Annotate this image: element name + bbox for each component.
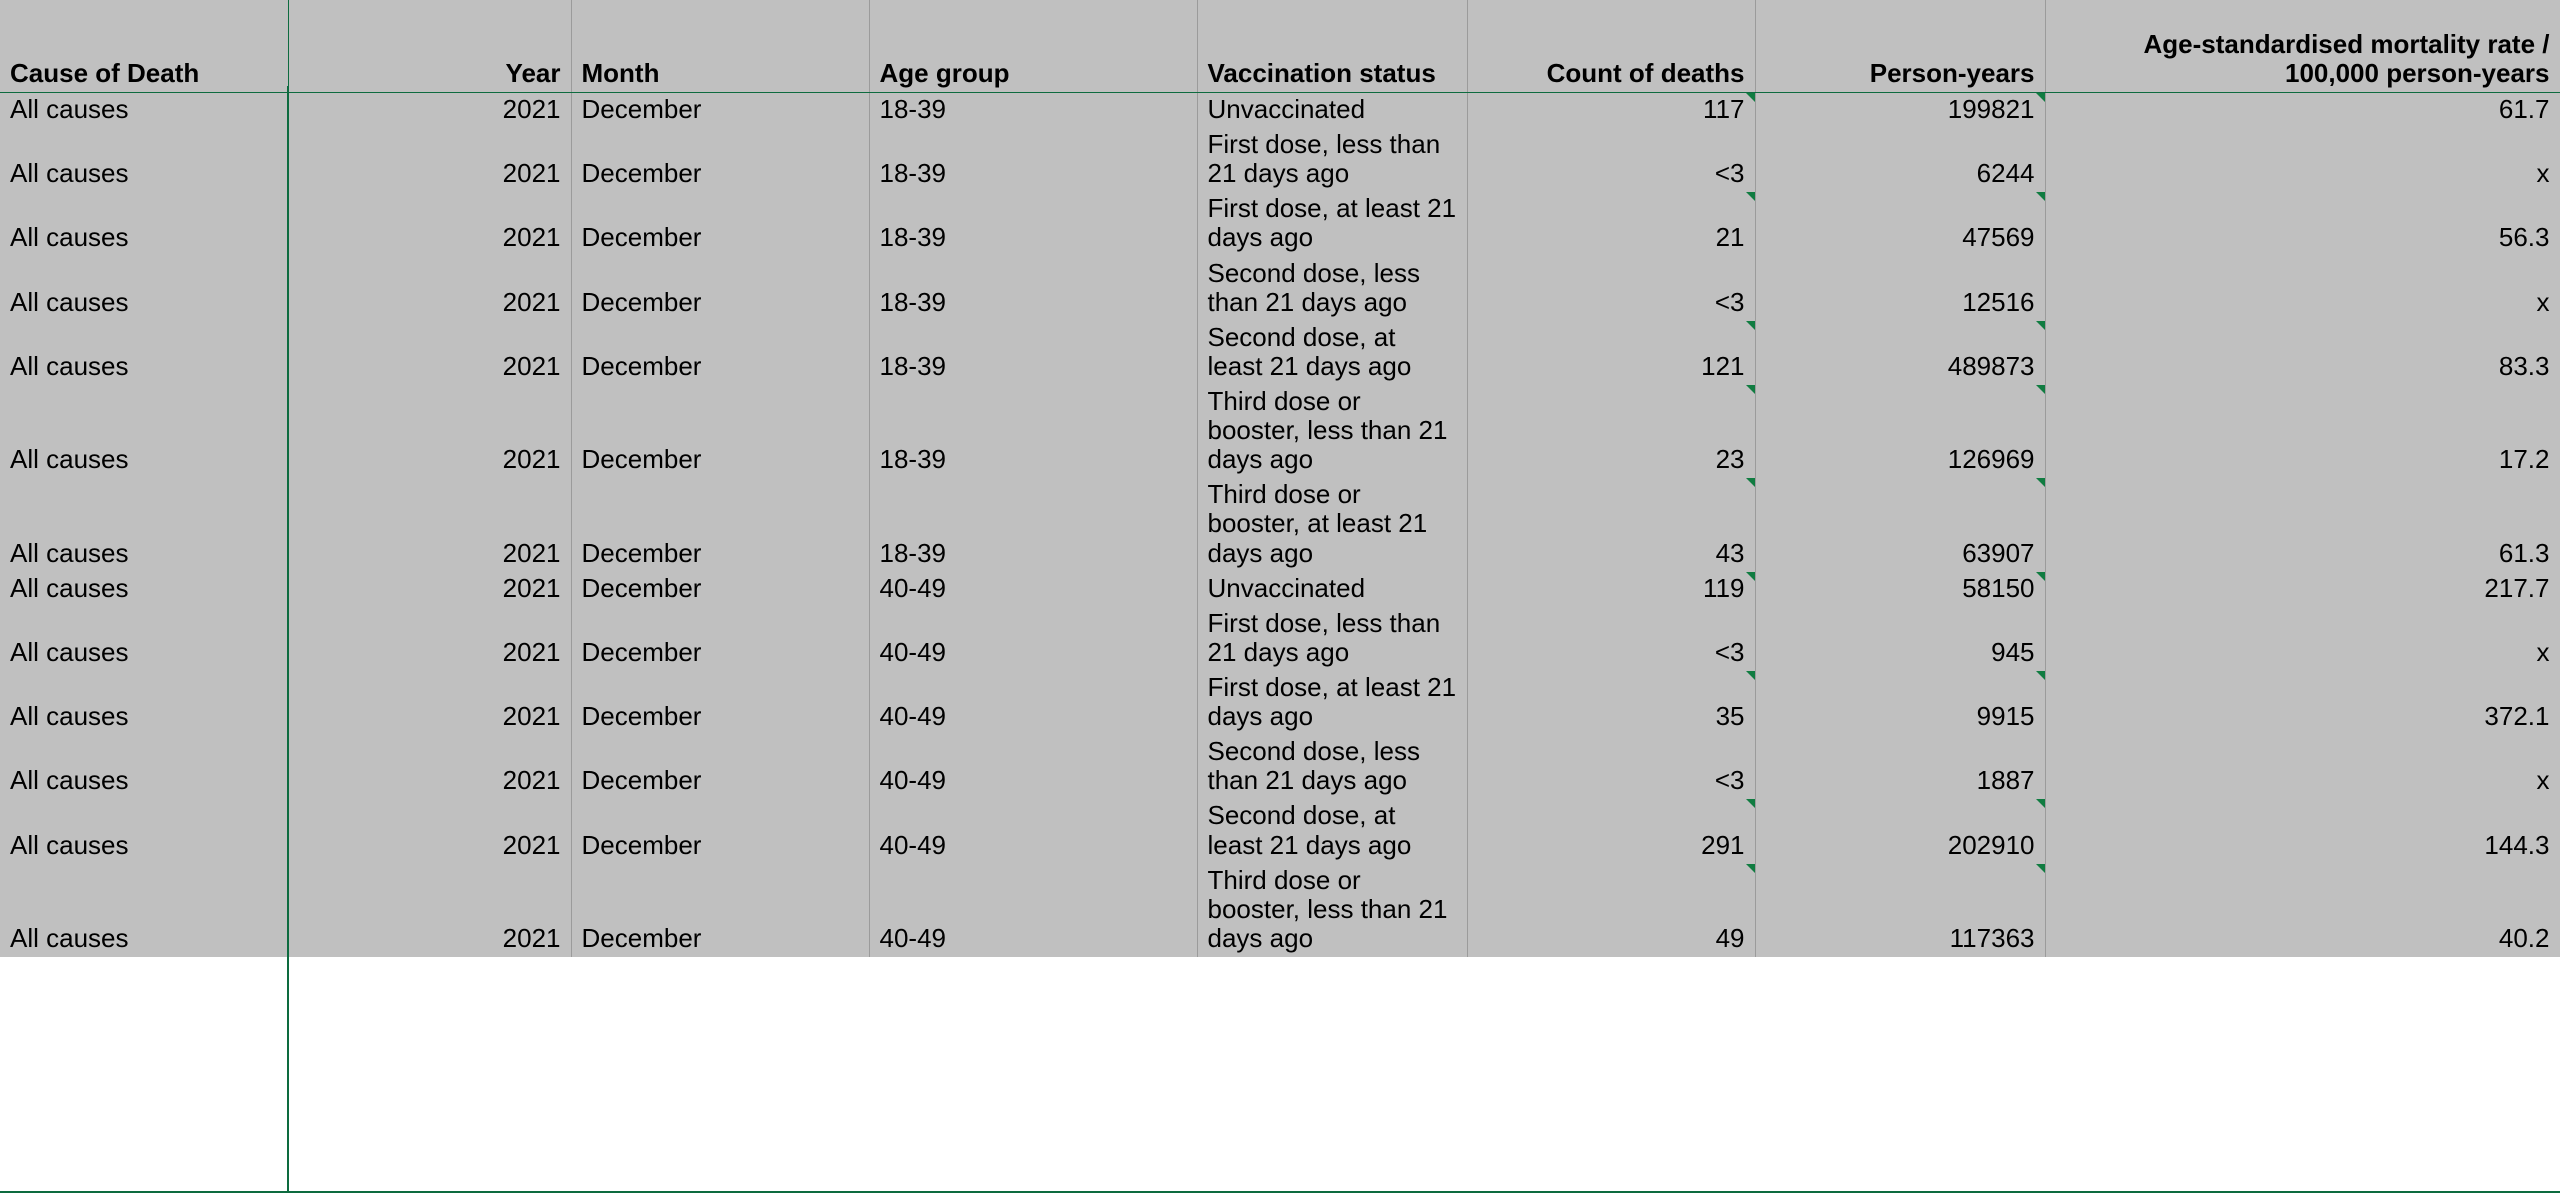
- cell-person-years[interactable]: 202910: [1755, 799, 2045, 863]
- cell-vaccination-status[interactable]: First dose, less than 21 days ago: [1197, 128, 1467, 192]
- cell-vaccination-status[interactable]: Second dose, at least 21 days ago: [1197, 799, 1467, 863]
- cell-year[interactable]: 2021: [288, 128, 571, 192]
- cell-vaccination-status[interactable]: Third dose or booster, at least 21 days ago: [1197, 478, 1467, 571]
- cell-cause-of-death[interactable]: All causes: [0, 257, 288, 321]
- cell-cause-of-death[interactable]: All causes: [0, 735, 288, 799]
- column-header-person-years[interactable]: Person-years: [1755, 0, 2045, 93]
- cell-month[interactable]: December: [571, 192, 869, 256]
- cell-count-of-deaths[interactable]: 291: [1467, 799, 1755, 863]
- table-row[interactable]: [0, 128, 2560, 192]
- cell-asmr[interactable]: x: [2045, 607, 2560, 671]
- cell-age-group[interactable]: 40-49: [869, 607, 1197, 671]
- cell-vaccination-status[interactable]: Third dose or booster, less than 21 days ago: [1197, 385, 1467, 478]
- cell-month[interactable]: December: [571, 864, 869, 957]
- cell-person-years[interactable]: 1887: [1755, 735, 2045, 799]
- table-body: [0, 93, 2560, 957]
- cell-month[interactable]: December: [571, 478, 869, 571]
- cell-count-of-deaths[interactable]: <3: [1467, 128, 1755, 192]
- column-header-vaccination-status[interactable]: Vaccination status: [1197, 0, 1467, 93]
- cell-month[interactable]: December: [571, 128, 869, 192]
- column-header-age-group[interactable]: Age group: [869, 0, 1197, 93]
- cell-count-of-deaths[interactable]: 117: [1467, 93, 1755, 129]
- table-row[interactable]: [0, 93, 2560, 129]
- cell-year[interactable]: 2021: [288, 735, 571, 799]
- cell-year[interactable]: 2021: [288, 799, 571, 863]
- cell-asmr[interactable]: 217.7: [2045, 572, 2560, 607]
- cell-vaccination-status[interactable]: First dose, at least 21 days ago: [1197, 192, 1467, 256]
- cell-asmr[interactable]: 61.7: [2045, 93, 2560, 129]
- cell-vaccination-status[interactable]: Unvaccinated: [1197, 93, 1467, 129]
- cell-asmr[interactable]: 40.2: [2045, 864, 2560, 957]
- cell-year[interactable]: 2021: [288, 478, 571, 571]
- cell-person-years[interactable]: 9915: [1755, 671, 2045, 735]
- cell-year[interactable]: 2021: [288, 321, 571, 385]
- cell-month[interactable]: December: [571, 321, 869, 385]
- cell-vaccination-status[interactable]: Second dose, at least 21 days ago: [1197, 321, 1467, 385]
- cell-cause-of-death[interactable]: All causes: [0, 385, 288, 478]
- table-row[interactable]: [0, 192, 2560, 256]
- cell-cause-of-death[interactable]: All causes: [0, 93, 288, 129]
- cell-age-group[interactable]: 40-49: [869, 864, 1197, 957]
- cell-asmr[interactable]: 144.3: [2045, 799, 2560, 863]
- cell-age-group[interactable]: 18-39: [869, 478, 1197, 571]
- cell-count-of-deaths[interactable]: 23: [1467, 385, 1755, 478]
- cell-count-of-deaths[interactable]: 49: [1467, 864, 1755, 957]
- cell-person-years[interactable]: 63907: [1755, 478, 2045, 571]
- cell-person-years[interactable]: 117363: [1755, 864, 2045, 957]
- cell-cause-of-death[interactable]: All causes: [0, 607, 288, 671]
- cell-vaccination-status[interactable]: Second dose, less than 21 days ago: [1197, 735, 1467, 799]
- cell-month[interactable]: December: [571, 799, 869, 863]
- cell-person-years[interactable]: 489873: [1755, 321, 2045, 385]
- cell-age-group[interactable]: 40-49: [869, 572, 1197, 607]
- cell-month[interactable]: December: [571, 671, 869, 735]
- cell-year[interactable]: 2021: [288, 607, 571, 671]
- cell-vaccination-status[interactable]: First dose, less than 21 days ago: [1197, 607, 1467, 671]
- cell-age-group[interactable]: 40-49: [869, 671, 1197, 735]
- cell-vaccination-status[interactable]: Unvaccinated: [1197, 572, 1467, 607]
- column-header-month[interactable]: Month: [571, 0, 869, 93]
- table-row[interactable]: [0, 735, 2560, 799]
- column-header-cause-of-death[interactable]: Cause of Death: [0, 0, 288, 93]
- cell-asmr[interactable]: 17.2: [2045, 385, 2560, 478]
- cell-asmr[interactable]: x: [2045, 257, 2560, 321]
- cell-person-years[interactable]: 126969: [1755, 385, 2045, 478]
- table-header-row: [0, 0, 2560, 93]
- column-header-asmr[interactable]: Age-standardised mortality rate / 100,000 person-years: [2045, 0, 2560, 93]
- table-row[interactable]: [0, 478, 2560, 571]
- cell-year[interactable]: 2021: [288, 192, 571, 256]
- table-row[interactable]: [0, 572, 2560, 607]
- table-row[interactable]: [0, 257, 2560, 321]
- cell-cause-of-death[interactable]: All causes: [0, 799, 288, 863]
- table-row[interactable]: [0, 671, 2560, 735]
- cell-person-years[interactable]: 12516: [1755, 257, 2045, 321]
- table-row[interactable]: [0, 607, 2560, 671]
- cell-cause-of-death[interactable]: All causes: [0, 321, 288, 385]
- cell-month[interactable]: December: [571, 257, 869, 321]
- cell-year[interactable]: 2021: [288, 93, 571, 129]
- cell-year[interactable]: 2021: [288, 385, 571, 478]
- cell-asmr[interactable]: 372.1: [2045, 671, 2560, 735]
- cell-vaccination-status[interactable]: Third dose or booster, less than 21 days ago: [1197, 864, 1467, 957]
- cell-age-group[interactable]: 18-39: [869, 93, 1197, 129]
- cell-age-group[interactable]: 18-39: [869, 321, 1197, 385]
- cell-cause-of-death[interactable]: All causes: [0, 192, 288, 256]
- cell-person-years[interactable]: 199821: [1755, 93, 2045, 129]
- table-row[interactable]: [0, 385, 2560, 478]
- cell-vaccination-status[interactable]: Second dose, less than 21 days ago: [1197, 257, 1467, 321]
- cell-month[interactable]: December: [571, 93, 869, 129]
- column-header-count-of-deaths[interactable]: Count of deaths: [1467, 0, 1755, 93]
- table-row[interactable]: [0, 799, 2560, 863]
- cell-person-years[interactable]: 6244: [1755, 128, 2045, 192]
- cell-asmr[interactable]: 83.3: [2045, 321, 2560, 385]
- cell-age-group[interactable]: 40-49: [869, 735, 1197, 799]
- cell-asmr[interactable]: 56.3: [2045, 192, 2560, 256]
- cell-age-group[interactable]: 18-39: [869, 385, 1197, 478]
- cell-person-years[interactable]: 47569: [1755, 192, 2045, 256]
- cell-asmr[interactable]: 61.3: [2045, 478, 2560, 571]
- cell-year[interactable]: 2021: [288, 572, 571, 607]
- cell-count-of-deaths[interactable]: 43: [1467, 478, 1755, 571]
- cell-person-years[interactable]: 58150: [1755, 572, 2045, 607]
- table-row[interactable]: [0, 321, 2560, 385]
- cell-cause-of-death[interactable]: All causes: [0, 671, 288, 735]
- cell-year[interactable]: 2021: [288, 257, 571, 321]
- cell-month[interactable]: December: [571, 572, 869, 607]
- cell-cause-of-death[interactable]: All causes: [0, 572, 288, 607]
- cell-year[interactable]: 2021: [288, 864, 571, 957]
- cell-person-years[interactable]: 945: [1755, 607, 2045, 671]
- cell-count-of-deaths[interactable]: 121: [1467, 321, 1755, 385]
- cell-cause-of-death[interactable]: All causes: [0, 864, 288, 957]
- cell-asmr[interactable]: x: [2045, 128, 2560, 192]
- table-header: [0, 0, 2560, 93]
- cell-cause-of-death[interactable]: All causes: [0, 128, 288, 192]
- cell-month[interactable]: December: [571, 385, 869, 478]
- cell-count-of-deaths[interactable]: <3: [1467, 735, 1755, 799]
- cell-vaccination-status[interactable]: First dose, at least 21 days ago: [1197, 671, 1467, 735]
- cell-month[interactable]: December: [571, 735, 869, 799]
- cell-count-of-deaths[interactable]: 35: [1467, 671, 1755, 735]
- cell-age-group[interactable]: 40-49: [869, 799, 1197, 863]
- table-row[interactable]: [0, 864, 2560, 957]
- cell-age-group[interactable]: 18-39: [869, 192, 1197, 256]
- cell-year[interactable]: 2021: [288, 671, 571, 735]
- cell-asmr[interactable]: x: [2045, 735, 2560, 799]
- cell-age-group[interactable]: 18-39: [869, 257, 1197, 321]
- cell-count-of-deaths[interactable]: <3: [1467, 257, 1755, 321]
- cell-cause-of-death[interactable]: All causes: [0, 478, 288, 571]
- column-header-year[interactable]: Year: [288, 0, 571, 93]
- cell-month[interactable]: December: [571, 607, 869, 671]
- cell-count-of-deaths[interactable]: <3: [1467, 607, 1755, 671]
- cell-count-of-deaths[interactable]: 119: [1467, 572, 1755, 607]
- cell-age-group[interactable]: 18-39: [869, 128, 1197, 192]
- cell-count-of-deaths[interactable]: 21: [1467, 192, 1755, 256]
